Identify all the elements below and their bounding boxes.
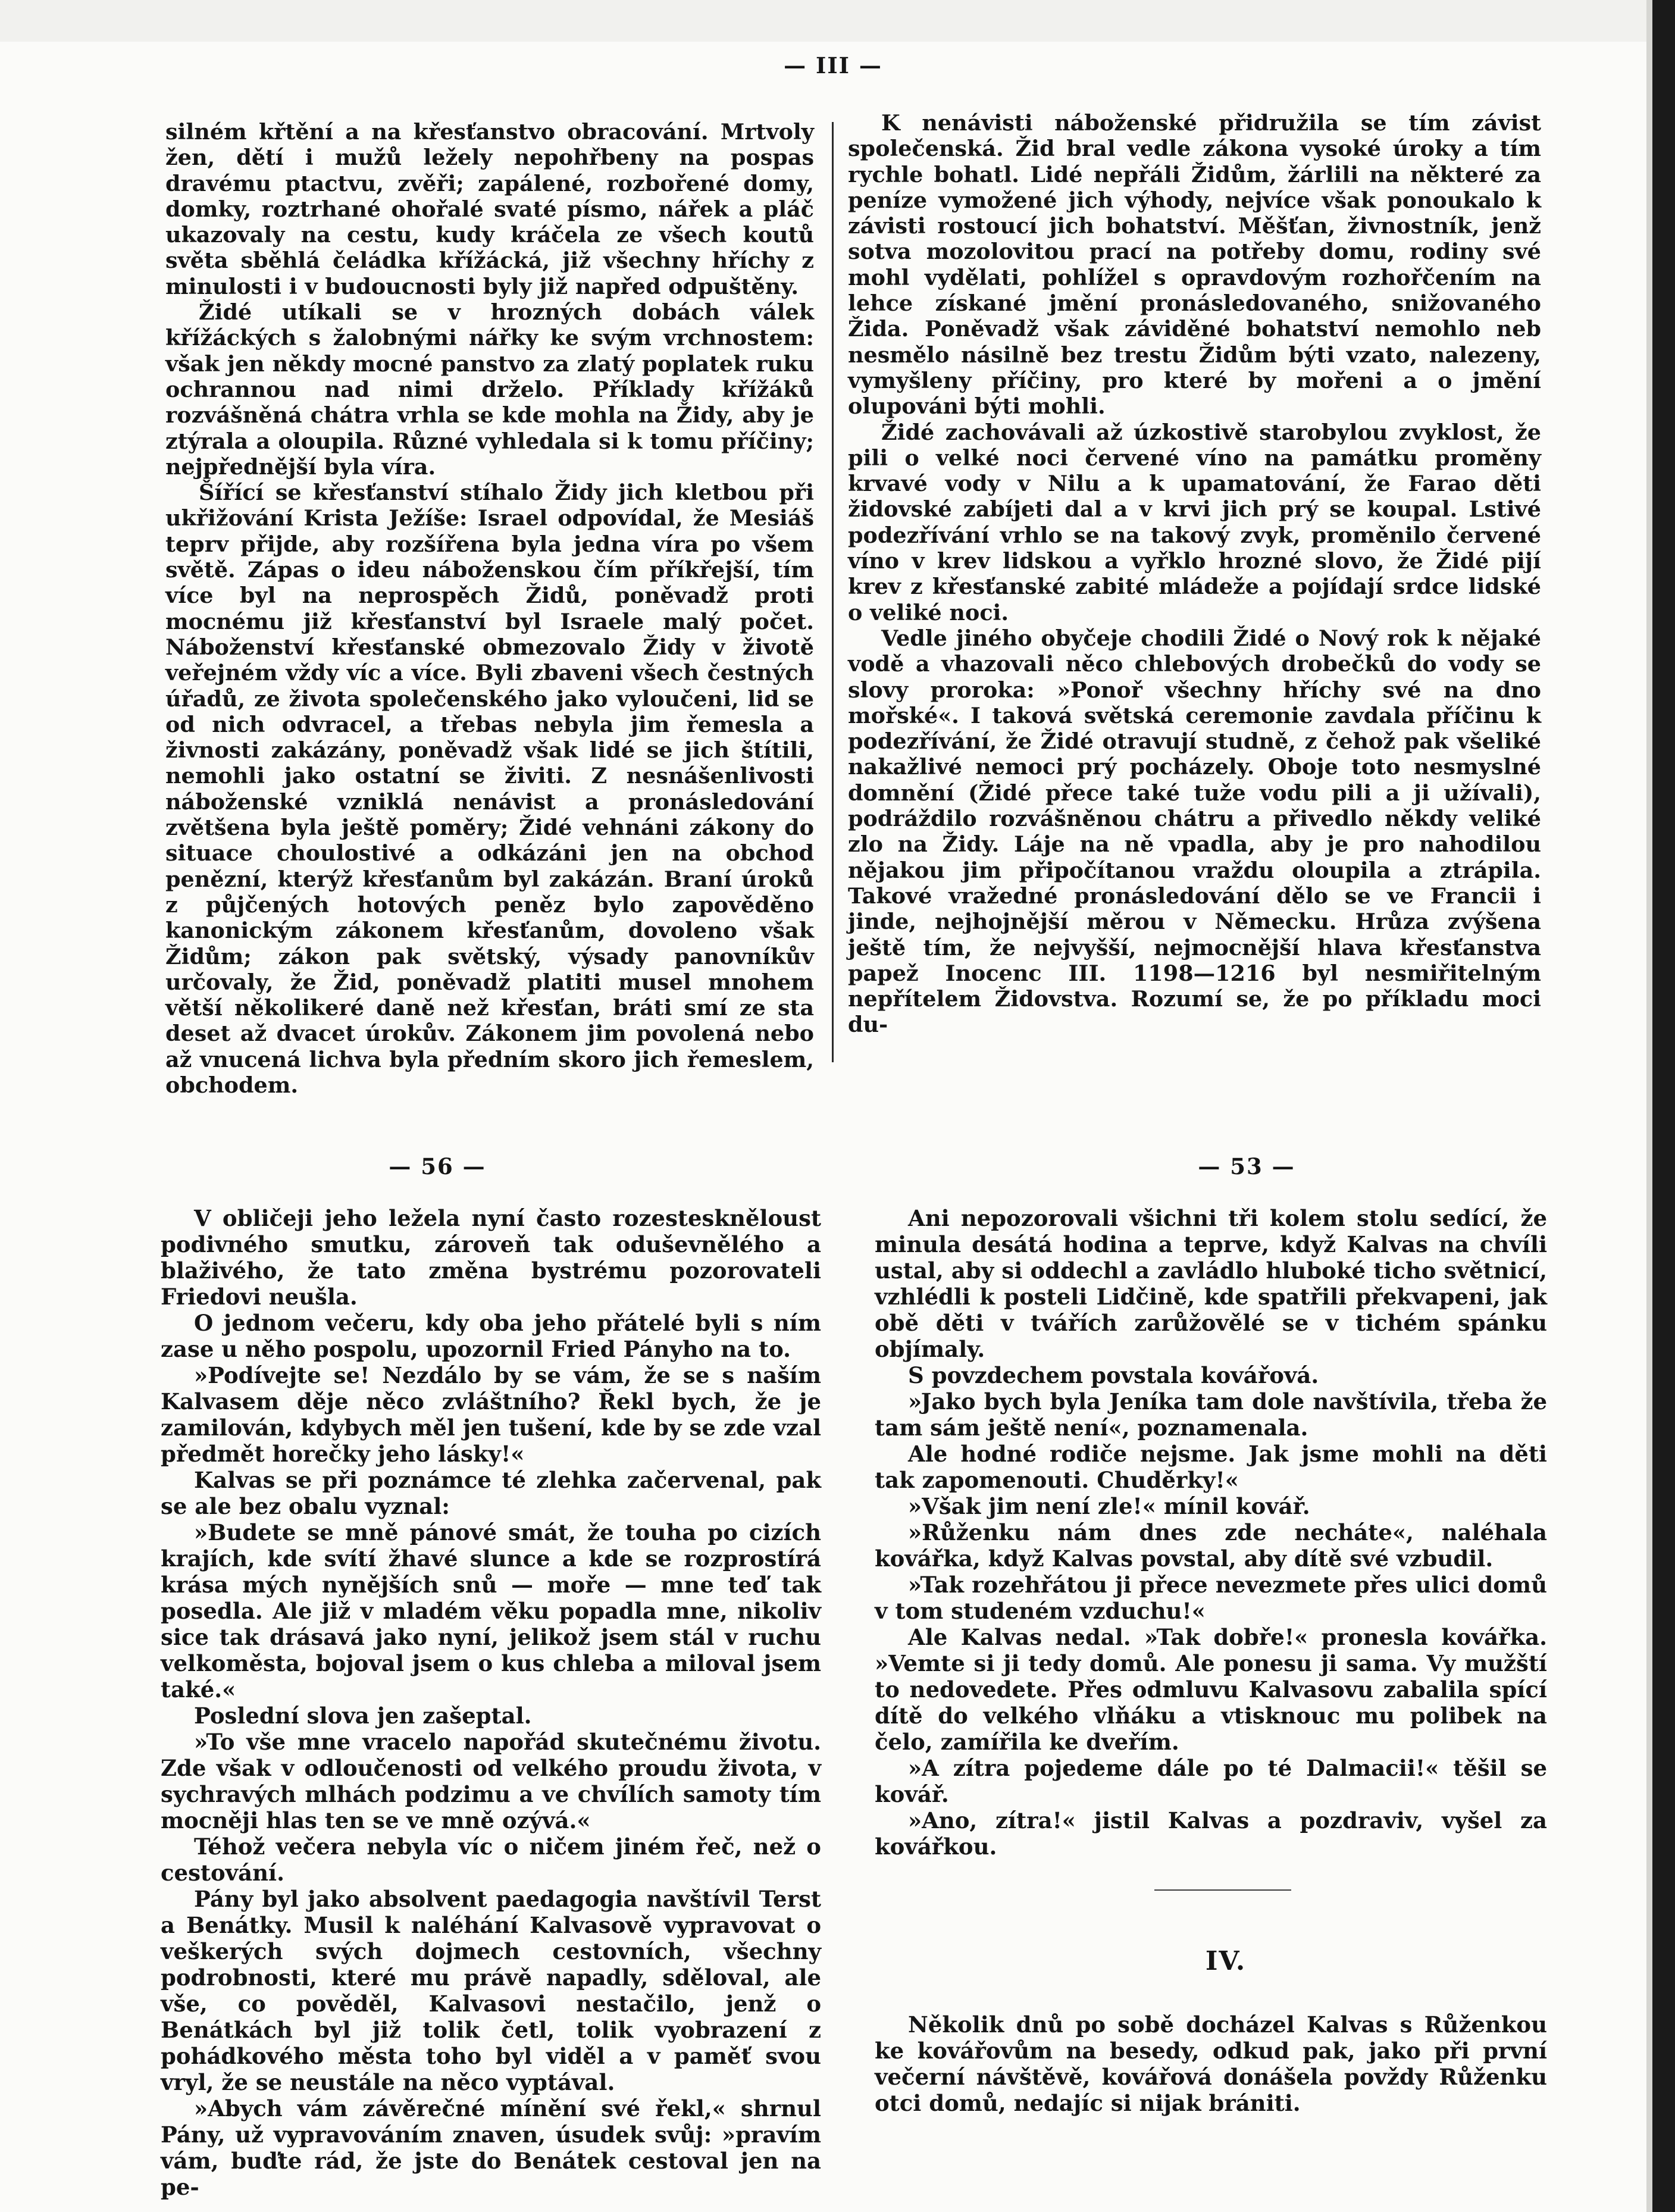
section-divider [1154, 1889, 1291, 1891]
top-right-column [848, 110, 1541, 1038]
paragraph: Ani nepozorovali všichni tři kolem stolu sedící, že minula desátá hodina a teprve, když Kalvas na chvíli ustal, aby si oddechl a zavládlo hluboké ticho světnicí, vzhlédli k posteli Lidčině, kde spatřili překvapeni, jak obě děti v tvářích zarůžovělé se v tichém spánku objímaly. [875, 1205, 1547, 1362]
paragraph: silném křtění a na křesťanstvo obracování. Mrtvoly žen, dětí i mužů ležely nepohřbeny na pospas dravému ptactvu, zvěři; zapálené, rozbořené domy, domky, roztrhané ohořalé svaté písmo, nářek a pláč ukazovaly na cestu, kudy kráčela ze všech koutů světa sběhlá čeládka křížácká, již všechny hříchy z minulosti i v budoucnosti byly již napřed odpuštěny. [165, 119, 814, 299]
chapter-heading: IV. [1205, 1946, 1247, 1976]
page-number-bottom-left: — 56 — [389, 1153, 486, 1179]
paragraph: Židé zachovávali až úzkostivě starobylou zvyklost, že pili o velké noci červené víno na památku proměny krvavé vody v Nilu a k upamatování, že Farao děti židovské zabíjeti dal a v krvi jich prý se koupal. Lstivé podezřívání vrhlo se na takový zvyk, proměnilo červené víno v krev lidskou a vyřklo hrozné slovo, že Židé pijí krev z křesťanské zabité mládeže a pojídají srdce lidské o veliké noci. [848, 419, 1541, 625]
paragraph: Téhož večera nebyla víc o ničem jiném řeč, než o cestování. [161, 1834, 821, 1886]
paragraph: Poslední slova jen zašeptal. [194, 1703, 532, 1729]
paragraph: »Však jim není zle!« mínil kovář. [908, 1493, 1310, 1519]
paragraph: »Růženku nám dnes zde necháte«, naléhala kovářka, když Kalvas povstal, aby dítě své vzbudil. [875, 1519, 1547, 1572]
chapter-text [875, 2011, 1547, 2116]
paragraph: Ale hodné rodiče nejsme. Jak jsme mohli na děti tak zapomenouti. Chuděrky!« [875, 1441, 1547, 1493]
paragraph: V obličeji jeho ležela nyní často rozesteskněloust podivného smutku, zároveň tak oduševnělého a blaživého, že tato změna bystrému pozorovateli Friedovi neušla. [161, 1205, 821, 1310]
paragraph: »To vše mne vracelo napořád skutečnému životu. Zde však v odloučenosti od velkého proudu života, v sychravých mlhách podzimu a ve chvílích samoty tím mocněji hlas ten se ve mně ozývá.« [161, 1729, 821, 1834]
paragraph: »Abych vám závěrečné mínění své řekl,« shrnul Pány, už vypravováním znaven, úsudek svůj: »pravím vám, buďte rád, že jste do Benátek cestoval jen na pe- [161, 2095, 821, 2200]
paragraph: K nenávisti náboženské přidružila se tím závist společenská. Žid bral vedle zákona vysoké úroky a tím rychle bohatl. Lidé nepřáli Židům, žárlili na některé za peníze vymožené jich výhody, nejvíce však ponoukalo k závisti rostoucí jich bohatství. Měšťan, živnostník, jenž sotva mozolovitou prací na potřeby domu, rodiny své mohl vydělati, pohlížel s opravdovým rozhořčením na lehce získané jmění pronásledovaného, snižovaného Žida. Poněvadž však záviděné bohatství nemohlo neb nesmělo násilně bez trestu Židům býti vzato, nalezeny, vymyšleny příčiny, pro které by mořeni a o jmění olupováni býti mohli. [848, 110, 1541, 420]
scan-shadow [0, 0, 1652, 42]
bottom-right-column [875, 1205, 1547, 1860]
paragraph: S povzdechem povstala kovářová. [908, 1362, 1319, 1388]
paragraph: »Ano, zítra!« jistil Kalvas a pozdraviv, vyšel za kovářkou. [875, 1807, 1547, 1860]
paragraph: Šířící se křesťanství stíhalo Židy jich kletbou při ukřižování Krista Ježíše: Israel odpovídal, že Mesiáš teprv přijde, aby rozšířena byla jedna víra po všem světě. Zápas o ideu náboženskou čím příkřejší, tím více byl na neprospěch Židů, poněvadž proti mocnému již křesťanství byl Israele malý počet. Náboženství křesťanské obmezovalo Židy v životě veřejném vždy víc a více. Byli zbaveni všech čestných úřadů, ze života společenského jako vyloučeni, lid se od nich odvracel, a třebas nebyla jim řemesla a živnosti zakázány, poněvadž však lidé se jich štítili, nemohli jako ostatní se živiti. Z nesnášenlivosti náboženské vzniklá nenávist a pronásledování zvětšena byla ještě poměry; Židé vehnáni zákony do situace choulostivé a odkázáni jen na obchod penězní, kterýž křesťanům byl zakázán. Braní úroků z půjčených hotových peněz bylo zapověděno kanonickým zákonem křesťanům, dovoleno však Židům; zákon pak světský, výsady panovníkův určovaly, že Žid, poněvadž platiti musel mnohem větší několikeré daně než křesťan, bráti smí ze sta deset až dvacet úrokův. Zákonem jim povolená nebo až vnucená lichva byla předním skoro jich řemeslem, obchodem. [165, 480, 814, 1098]
paragraph: »Tak rozehřátou ji přece nevezmete přes ulici domů v tom studeném vzduchu!« [875, 1572, 1547, 1624]
top-left-column [165, 119, 814, 1098]
paragraph: Vedle jiného obyčeje chodili Židé o Nový rok k nějaké vodě a vhazovali něco chlebových drobečků do vody se slovy proroka: »Ponoř všechny hříchy své na dno mořské«. I taková světská ceremonie zavdala příčinu k podezřívání, že Židé otravují studně, z čehož pak všeliké nakažlivé nemoci prý pocházely. Oboje toto nesmyslné domnění (Židé přece také tuže vodu pili a ji užívali), podráždilo rozvášněnou chátru a přivedlo někdy veliké zlo na Židy. Láje na ně vpadla, aby je pro nahodilou nějakou jim připočítanou vraždu oloupila a ztrápila. Takové vražedné pronásledování dělo se ve Francii i jinde, nejhojnější měrou v Německu. Hrůza zvýšena ještě tím, že nejvyšší, nejmocnější hlava křesťanstva papež Inocenc III. 1198—1216 byl nesmiřitelným nepřítelem Židovstva. Rozumí se, že po příkladu moci du- [848, 625, 1541, 1038]
paragraph: Kalvas se při poznámce té zlehka začervenal, pak se ale bez obalu vyznal: [161, 1467, 821, 1519]
paragraph: Ale Kalvas nedal. »Tak dobře!« pronesla kovářka. »Vemte si ji tedy domů. Ale ponesu ji sama. Vy mužští to nedovedete. Přes odmluvu Kalvasovu zabalila spící dítě do velkého vlňáku a vtisknouc mu polibek na čelo, zamířila ke dveřím. [875, 1624, 1547, 1755]
paragraph: Židé utíkali se v hrozných dobách válek křížáckých s žalobnými nářky ke svým vrchnostem: však jen někdy mocné panstvo za zlatý poplatek ruku ochrannou nad nimi drželo. Příklady křížáků rozvášněná chátra vrhla se kde mohla na Židy, aby je ztýrala a oloupila. Různé vyhledala si k tomu příčiny; nejpřednější byla víra. [165, 299, 814, 480]
bottom-left-column [161, 1205, 821, 2200]
page-number-bottom-right: — 53 — [1198, 1153, 1295, 1179]
paragraph: Pány byl jako absolvent paedagogia navštívil Terst a Benátky. Musil k naléhání Kalvasově vypravovat o veškerých svých dojmech cestovních, všechny podrobnosti, které mu právě napadly, sděloval, ale vše, co pověděl, Kalvasovi nestačilo, jenž o Benátkách byl již tolik četl, tolik vyobrazení z pohádkového města toho byl viděl a v paměť svou vryl, že se neustále na něco vyptával. [161, 1886, 821, 2095]
paragraph: »Budete se mně pánové smát, že touha po cizích krajích, kde svítí žhavé slunce a kde se rozprostírá krása mých nynějších snů — moře — mne teď tak posedla. Ale již v mladém věku popadla mne, nikoliv sice tak drásavá jako nyní, jelikož jsem stál v ruchu velkoměsta, bojoval jsem o kus chleba a miloval jsem také.« [161, 1519, 821, 1703]
column-divider [832, 122, 834, 1062]
scan-edge [1652, 0, 1675, 2212]
paragraph: O jednom večeru, kdy oba jeho přátelé byli s ním zase u něho pospolu, upozornil Fried Pányho na to. [161, 1310, 821, 1362]
page-number-top: — III — [784, 52, 882, 79]
paragraph: »A zítra pojedeme dále po té Dalmacii!« těšil se kovář. [875, 1755, 1547, 1807]
paragraph: Několik dnů po sobě docházel Kalvas s Růženkou ke kovářovům na besedy, odkud pak, jako při první večerní návštěvě, kovářová donášela povždy Růženku otci domů, nedajíc si nijak brániti. [875, 2011, 1547, 2116]
paragraph: »Jako bych byla Jeníka tam dole navštívila, třeba že tam sám ještě není«, poznamenala. [875, 1388, 1547, 1441]
paragraph: »Podívejte se! Nezdálo by se vám, že se s naším Kalvasem děje něco zvláštního? Řekl bych, že je zamilován, kdybych měl jen tušení, kde by se zde vzal předmět horečky jeho lásky!« [161, 1362, 821, 1467]
